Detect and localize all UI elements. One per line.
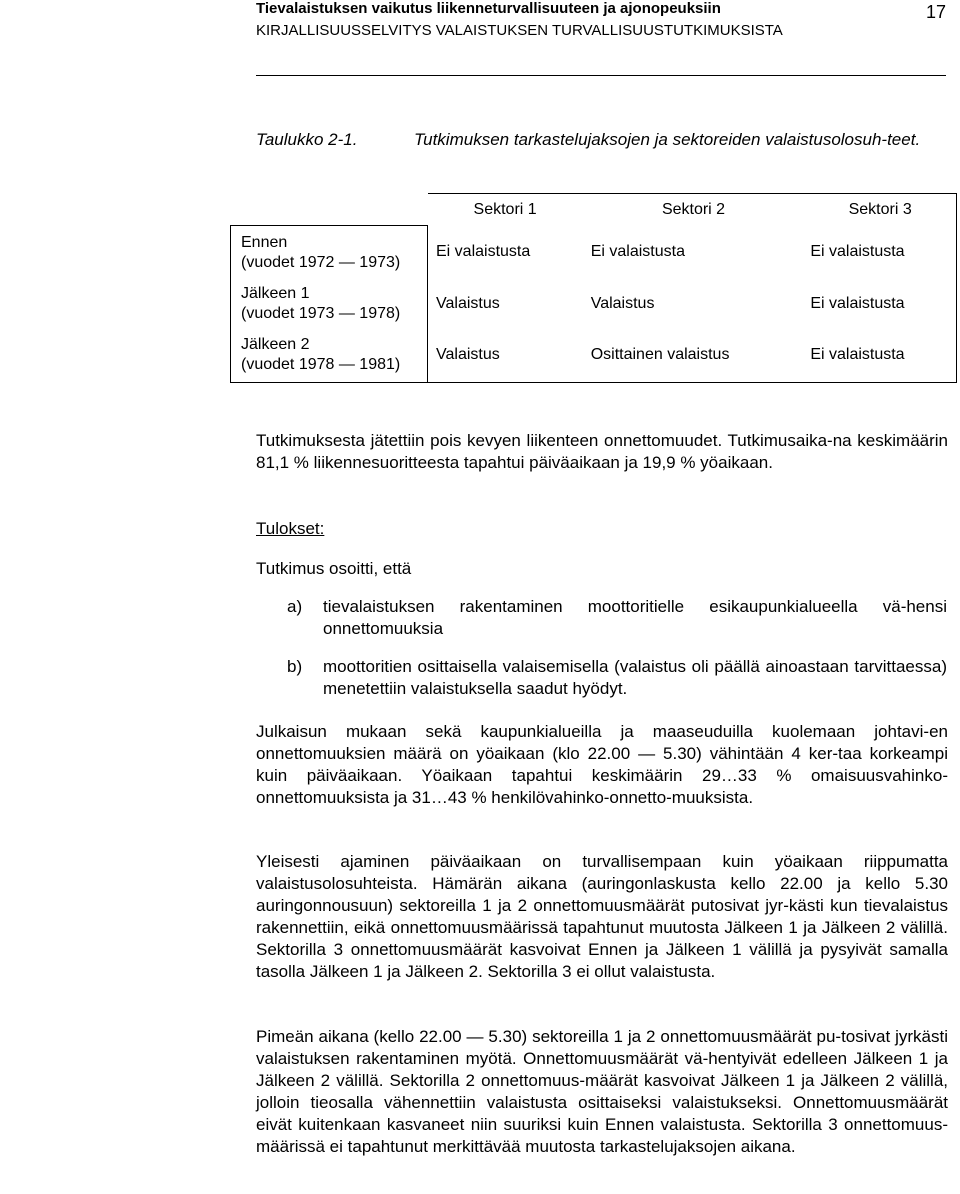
table-cell: Valaistus bbox=[590, 294, 655, 312]
row-label bbox=[231, 328, 428, 383]
column-header: Sektori 1 bbox=[428, 194, 583, 226]
row-label-years: (vuodet 1972 — 1973) bbox=[241, 253, 401, 271]
results-intro: Tutkimus osoitti, että bbox=[256, 559, 412, 578]
sector-lighting-table bbox=[230, 193, 957, 383]
header-subtitle: KIRJALLISUUSSELVITYS VALAISTUKSEN TURVALLISUUSTUTKIMUKSISTA bbox=[256, 22, 783, 39]
table-row bbox=[231, 225, 957, 280]
row-label-years: (vuodet 1978 — 1981) bbox=[241, 355, 401, 373]
list-item bbox=[287, 656, 947, 700]
table-cell: Ei valaistusta bbox=[436, 243, 531, 261]
row-label bbox=[231, 280, 428, 328]
table-cell: Ei valaistusta bbox=[804, 328, 956, 383]
list-item-text: moottoritien osittaisella valaisemisella (valaistus oli päällä ainoastaan tarvittaessa) menetettiin valaistuksella saadut hyödyt. bbox=[323, 657, 947, 698]
caption-text: Tutkimuksen tarkastelujaksojen ja sektoreiden valaistusolosuh-teet. bbox=[414, 130, 921, 149]
table-cell: Ei valaistusta bbox=[590, 243, 685, 261]
table-row bbox=[231, 328, 957, 383]
row-label bbox=[231, 225, 428, 280]
page-number: 17 bbox=[925, 2, 946, 22]
paragraph-daytime: Yleisesti ajaminen päiväaikaan on turvallisempaan kuin yöaikaan riippumatta valaistusolosuhteista. Hämärän aikana (auringonlaskusta kello 22.00 ja kello 5.30 auringonnousuun) sektoreilla 1 ja 2 onnettomuusmäärät putosivat jyr-kästi kun tievalaistus rakennettiin, eikä onnettomuusmäärissä tapahtunut muutosta Jälkeen 1 ja Jälkeen 2 välillä. Sektorilla 3 onnettomuusmäärät kasvoivat Ennen ja Jälkeen 1 välillä ja pysyivät samalla tasolla Jälkeen 1 ja Jälkeen 2. Sektorilla 3 ei ollut valaistusta. bbox=[256, 852, 948, 981]
caption-number: Taulukko 2-1. bbox=[256, 130, 358, 149]
paragraph-darkness: Pimeän aikana (kello 22.00 — 5.30) sektoreilla 1 ja 2 onnettomuusmäärät pu-tosivat jyrkästi valaistuksen rakentaminen myötä. Onnettomuusmäärät vä-hentyivät edelleen Jälkeen 1 ja Jälkeen 2 välillä. Sektorilla 2 onnettomuus-määrät kasvoivat Jälkeen 1 ja Jälkeen 2 välillä, jolloin tieosalla vähennettiin valaistusta osittaiseksi valaistukseksi. Onnettomuusmäärät eivät kuitenkaan kasvaneet niin suuriksi kuin Ennen valaistusta. Sektorilla 3 onnettomuus-määrissä ei tapahtunut merkittävää muutosta tarkastelujaksojen aikana. bbox=[256, 1027, 948, 1156]
row-label-name: Jälkeen 1 bbox=[241, 284, 310, 302]
header-divider bbox=[256, 75, 946, 76]
table-cell: Valaistus bbox=[428, 328, 583, 383]
table-cell: Ei valaistusta bbox=[804, 225, 956, 280]
results-heading-text: Tulokset: bbox=[256, 519, 325, 538]
page-header bbox=[256, 0, 946, 40]
list-item bbox=[287, 596, 947, 640]
row-label-name: Ennen bbox=[241, 233, 288, 251]
column-header: Sektori 2 bbox=[583, 194, 805, 226]
table-cell: Valaistus bbox=[436, 294, 500, 312]
row-label-name: Jälkeen 2 bbox=[241, 335, 310, 353]
header-title: Tievalaistuksen vaikutus liikenneturvallisuuteen ja ajonopeuksiin bbox=[256, 0, 721, 17]
list-marker: b) bbox=[287, 657, 303, 676]
list-marker: a) bbox=[287, 597, 303, 616]
results-heading bbox=[256, 518, 948, 540]
list-item-text: tievalaistuksen rakentaminen moottoritielle esikaupunkialueella vä-hensi onnettomuuksia bbox=[323, 597, 947, 638]
column-header: Sektori 3 bbox=[804, 194, 956, 226]
table-header-row bbox=[231, 194, 957, 226]
table-cell: Osittainen valaistus bbox=[583, 328, 805, 383]
paragraph-publication: Julkaisun mukaan sekä kaupunkialueilla ja maaseuduilla kuolemaan johtavi-en onnettomuuksien määrä on yöaikaan (klo 22.00 — 5.30) vähintään 4 ker-taa korkeampi kuin päiväaikaan. Yöaikaan tapahtui keskimäärin 29…33 % omaisuusvahinko-onnettomuuksista ja 31…43 % henkilövahinko-onnetto-muuksista. bbox=[256, 722, 948, 807]
table-row bbox=[231, 280, 957, 328]
table-corner bbox=[231, 194, 428, 226]
row-label-years: (vuodet 1973 — 1978) bbox=[241, 304, 401, 322]
table-cell: Ei valaistusta bbox=[804, 280, 956, 328]
paragraph-exclusions: Tutkimuksesta jätettiin pois kevyen liikenteen onnettomuudet. Tutkimusaika-na keskimäärin 81,1 % liikennesuoritteesta tapahtui päiväaikaan ja 19,9 % yöaikaan. bbox=[256, 431, 948, 472]
